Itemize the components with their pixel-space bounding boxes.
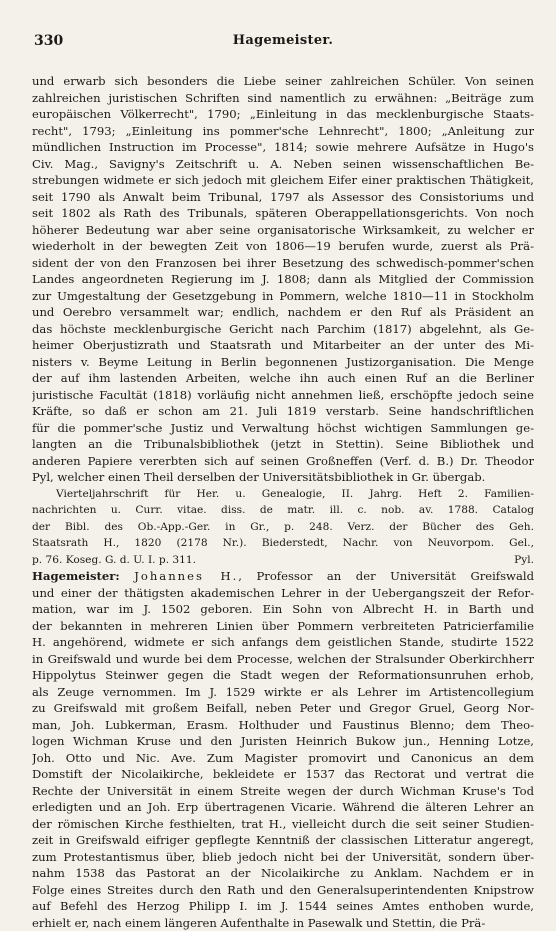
reference-text: der Bibl. des Ob.-App.-Ger. in Gr., p. 248. Verz. der Bücher des Geh.: [32, 521, 534, 533]
entry-given-name: Johannes H.: [134, 569, 238, 583]
running-title: Hagemeister.: [32, 33, 534, 48]
text-line: für die pommer'sche Justiz und Verwaltung höchst wichtigen Sammlungen ge-: [32, 420, 534, 437]
text-line: juristische Facultät (1818) vorläufig nicht annehmen ließ, erschöpfte jedoch seine: [32, 387, 534, 404]
text-line: Domstift der Nicolaikirche, bekleidete er 1537 das Rectorat und vertrat die: [32, 766, 534, 783]
paragraph-biography-end: [32, 73, 534, 486]
text-line: recht", 1793; „Einleitung ins pommer'sche Lehnrecht", 1800; „Anleitung zur: [32, 123, 534, 140]
text-line: man, Joh. Lubkerman, Erasm. Holthuder und Faustinus Blenno; dem Theo-: [32, 717, 534, 734]
text-line: nisters v. Beyme Leitung in Berlin begonnenen Justizorganisation. Die Menge: [32, 354, 534, 371]
text-line: der römischen Kirche festhielten, trat H., vielleicht durch die seit seiner Studien-: [32, 816, 534, 833]
text-line: strebungen widmete er sich jedoch mit gleichem Eifer einer praktischen Thätigkeit,: [32, 172, 534, 189]
text-line: zum Protestantismus über, blieb jedoch nicht bei der Universität, sondern über-: [32, 849, 534, 866]
text-line: der bekannten in mehreren Linien über Pommern verbreiteten Patricierfamilie: [32, 618, 534, 635]
entry-first-line-rest: , Professor an der Universität Greifswald: [238, 569, 534, 583]
text-line: in Greifswald und wurde bei dem Processe, welchen der Stralsunder Oberkirchherr: [32, 651, 534, 668]
text-line: erledigten und an Joh. Erp übertragenen Vicarie. Während die älteren Lehrer an: [32, 799, 534, 816]
entry-headword: Hagemeister:: [32, 569, 120, 583]
reference-line: [32, 535, 534, 552]
page-number: 330: [34, 33, 63, 49]
text-line: zu Greifswald mit großem Beifall, neben Peter und Gregor Gruel, Georg Nor-: [32, 700, 534, 717]
text-line: das höchste mecklenburgische Gericht nach Parchim (1817) abgelehnt, als Ge-: [32, 321, 534, 338]
text-line: anderen Papiere vererbten sich auf seinen Großneffen (Verf. d. B.) Dr. Theodor: [32, 453, 534, 470]
references-block: [32, 486, 534, 569]
text-line: europäischen Völkerrecht", 1790; „Einleitung in das mecklenburgische Staats-: [32, 106, 534, 123]
text-line: heimer Oberjustizrath und Staatsrath und Mitarbeiter an der unter des Mi-: [32, 337, 534, 354]
author-signature: Pyl.: [514, 552, 534, 569]
text-line: seit 1802 als Rath des Tribunals, späteren Oberappellationsgerichts. Von noch: [32, 205, 534, 222]
text-line: zeit in Greifswald eifriger gepflegte Kenntniß der classischen Litteratur angeregt,: [32, 832, 534, 849]
text-line: Folge eines Streites durch den Rath und den Generalsuperintendenten Knipstrow: [32, 882, 534, 899]
text-line: Civ. Mag., Savigny's Zeitschrift u. A. Neben seinen wissenschaftlichen Be-: [32, 156, 534, 173]
text-line: Joh. Otto und Nic. Ave. Zum Magister promovirt und Canonicus an dem: [32, 750, 534, 767]
text-line: logen Wichman Kruse und den Juristen Heinrich Bukow jun., Henning Lotze,: [32, 733, 534, 750]
text-line: seit 1790 als Anwalt beim Tribunal, 1797 als Assessor des Consistoriums und: [32, 189, 534, 206]
text-line: erhielt er, nach einem längeren Aufenthalte in Pasewalk und Stettin, die Prä-: [32, 915, 534, 931]
reference-line: [32, 552, 534, 569]
reference-line: [32, 502, 534, 519]
text-line: mündlichen Instruction im Processe", 1814; sowie mehrere Aufsätze in Hugo's: [32, 139, 534, 156]
text-line: Rechte der Universität in einem Streite wegen der durch Wichman Kruse's Tod: [32, 783, 534, 800]
text-line: mation, war im J. 1502 geboren. Ein Sohn von Albrecht H. in Barth und: [32, 601, 534, 618]
text-line: H. angehörend, widmete er sich anfangs dem geistlichen Stande, studirte 1522: [32, 634, 534, 651]
text-line: langten an die Tribunalsbibliothek (jetzt in Stettin). Seine Bibliothek und: [32, 436, 534, 453]
text-line: und Oerebro versammelt war; endlich, nachdem er den Ruf als Präsident an: [32, 304, 534, 321]
text-line: Hippolytus Steinwer gegen die Stadt wegen der Reformationsunruhen erhob,: [32, 667, 534, 684]
text-line: und einer der thätigsten akademischen Lehrer in der Uebergangszeit der Refor-: [32, 585, 534, 602]
text-line: und erwarb sich besonders die Liebe seiner zahlreichen Schüler. Von seinen: [32, 73, 534, 90]
text-line: nahm 1538 das Pastorat an der Nicolaikirche zu Anklam. Nachdem er in: [32, 865, 534, 882]
text-line: höherer Bedeutung war aber seine organisatorische Wirksamkeit, zu welcher er: [32, 222, 534, 239]
text-line: der auf ihm lastenden Arbeiten, welche ihn auch einen Ruf an die Berliner: [32, 370, 534, 387]
text-line: Pyl, welcher einen Theil derselben der Universitätsbibliothek in Gr. übergab.: [32, 469, 534, 486]
reference-line: [32, 486, 534, 503]
text-line: zahlreichen juristischen Schriften sind namentlich zu erwähnen: „Beiträge zum: [32, 90, 534, 107]
text-line: wiederholt in der bewegten Zeit von 1806—19 berufen wurde, zuerst als Prä-: [32, 238, 534, 255]
reference-text: p. 76. Koseg. G. d. U. I. p. 311.: [32, 554, 196, 566]
text-line: sident der von den Franzosen bei ihrer Besetzung des schwedisch-pommer'schen: [32, 255, 534, 272]
text-line: Kräfte, so daß er schon am 21. Juli 1819 verstarb. Seine handschriftlichen: [32, 403, 534, 420]
text-line: auf Befehl des Herzog Philipp I. im J. 1544 seines Amtes enthoben wurde,: [32, 898, 534, 915]
reference-text: Vierteljahrschrift für Her. u. Genealogie, II. Jahrg. Heft 2. Familien-: [56, 488, 534, 500]
paragraph-johannes-hagemeister: [32, 585, 534, 931]
text-line: als Zeuge vernommen. Im J. 1529 wirkte er als Lehrer im Artistencollegium: [32, 684, 534, 701]
reference-line: [32, 519, 534, 536]
text-line: zur Umgestaltung der Gesetzgebung in Pommern, welche 1810—11 in Stockholm: [32, 288, 534, 305]
page-header: [32, 33, 534, 53]
reference-text: Staatsrath H., 1820 (2178 Nr.). Biederstedt, Nachr. von Neuvorpom. Gel.,: [32, 537, 534, 549]
reference-text: nachrichten u. Curr. vitae. diss. de matr. ill. c. nob. av. 1788. Catalog: [32, 504, 534, 516]
entry-first-line: [32, 568, 534, 585]
text-line: Landes angeordneten Regierung im J. 1808; dann als Mitglied der Commission: [32, 271, 534, 288]
